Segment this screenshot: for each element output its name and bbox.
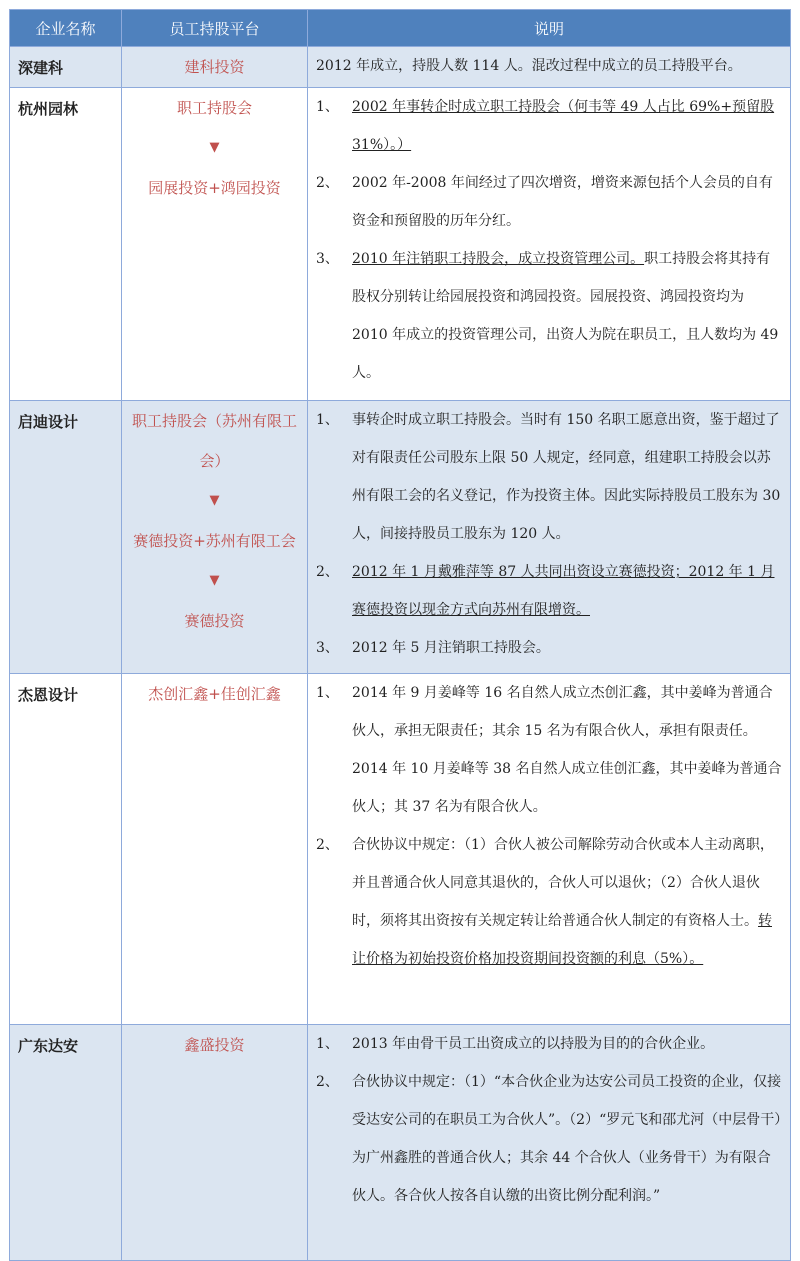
desc-item [316,1063,784,1215]
header-row [10,10,791,47]
description-cell [308,47,791,88]
arrow-down-icon: ▼ [209,493,220,508]
item-number: 2、 [316,564,339,580]
company-name: 杭州园林 [10,88,122,401]
desc-item [316,1025,784,1063]
desc-text: 合伙协议中规定：（1）“本合伙企业为达安公司员工投资的企业，仅接受达安公司的在职员工为合伙人”。（2）“罗元飞和邵尤河（中层骨干）为广州鑫胜的普通合伙人；其余 44 个合伙人（业务骨干）为有限合伙人。各合伙人按各自认缴的出资比例分配利润。” [352,1074,782,1204]
desc-item [316,164,784,240]
platform-cell [122,401,308,674]
item-number: 2、 [316,175,339,191]
desc-text: 2014 年 9 月姜峰等 16 名自然人成立杰创汇鑫，其中姜峰为普通合伙人，承担无限责任；其余 15 名为有限合伙人，承担有限责任。2014 年 10 月姜峰等 38 名自然人成立佳创汇鑫，其中姜峰为普通合伙人；其 37 名为有限合伙人。 [352,685,782,815]
item-number: 1、 [316,1036,339,1052]
platform-name: 杰创汇鑫+佳创汇鑫 [148,685,281,703]
description-cell [308,1025,791,1261]
desc-item [316,240,784,392]
desc-underlined-text: 转让价格为初始投资价格加投资期间投资额的利息（5%）。 [352,913,772,967]
item-number: 2、 [316,1074,339,1090]
item-number: 1、 [316,685,339,701]
company-name: 启迪设计 [10,401,122,674]
platform-name: 赛德投资 [184,612,245,630]
desc-text: 2013 年由骨干员工出资成立的以持股为目的的合伙企业。 [352,1036,715,1052]
desc-item [316,826,784,978]
desc-item [316,629,784,667]
header-company: 企业名称 [10,10,122,47]
item-number: 1、 [316,412,339,428]
desc-text: 职工持股会将其持有股权分别转让给园展投资和鸿园投资。园展投资、鸿园投资均为 2010 年成立的投资管理公司，出资人为院在职员工，且人数均为 49 人。 [352,251,779,381]
item-number: 3、 [316,251,339,267]
platform-name: 赛德投资+苏州有限工会 [133,532,296,550]
desc-item [316,401,784,553]
company-name: 广东达安 [10,1025,122,1261]
platform-cell [122,47,308,88]
description-cell [308,674,791,1025]
table-row [10,88,791,401]
desc-text: 合伙协议中规定：（1）合伙人被公司解除劳动合伙或本人主动离职，并且普通合伙人同意其退伙的，合伙人可以退伙；（2）合伙人退伙时，须将其出资按有关规定转让给普通合伙人制定的有资格人士。 [352,837,774,929]
item-number: 2、 [316,837,339,853]
platform-cell [122,674,308,1025]
arrow-down-icon: ▼ [209,140,220,155]
platform-name: 建科投资 [184,58,245,76]
header-platform: 员工持股平台 [122,10,308,47]
table-row [10,674,791,1025]
platform-name: 鑫盛投资 [184,1036,245,1054]
company-name: 深建科 [10,47,122,88]
desc-text: 2002 年-2008 年间经过了四次增资，增资来源包括个人会员的自有资金和预留股的历年分红。 [352,175,773,229]
platform-name: 职工持股会 [176,99,252,117]
description-cell [308,401,791,674]
company-name: 杰恩设计 [10,674,122,1025]
desc-item [316,47,784,85]
desc-text: 2012 年 5 月注销职工持股会。 [352,640,550,656]
platform-name: 园展投资+鸿园投资 [148,179,281,197]
description-cell [308,88,791,401]
table-row [10,47,791,88]
platform-cell [122,1025,308,1261]
table-row [10,401,791,674]
desc-item [316,553,784,629]
item-number: 1、 [316,99,339,115]
platform-cell [122,88,308,401]
platform-name: 职工持股会（苏州有限工会） [131,412,297,470]
desc-underlined-text: 2012 年 1 月戴雅萍等 87 人共同出资设立赛德投资；2012 年 1 月赛德投资以现金方式向苏州有限增资。 [352,564,775,618]
table-row [10,1025,791,1261]
shareholding-table [9,9,791,1261]
desc-item [316,88,784,164]
desc-text: 2012 年成立，持股人数 114 人。混改过程中成立的员工持股平台。 [316,58,742,74]
desc-item [316,674,784,826]
header-description: 说明 [308,10,791,47]
item-number: 3、 [316,640,339,656]
desc-underlined-text: 2010 年注销职工持股会，成立投资管理公司。 [352,251,645,267]
arrow-down-icon: ▼ [209,573,220,588]
desc-text: 事转企时成立职工持股会。当时有 150 名职工愿意出资，鉴于超过了对有限责任公司股东上限 50 人规定，经同意，组建职工持股会以苏州有限工会的名义登记，作为投资主体。因此实际持股员工股东为 30 人，间接持股员工股东为 120 人。 [352,412,781,542]
desc-underlined-text: 2002 年事转企时成立职工持股会（何韦等 49 人占比 69%+预留股 31%）。） [352,99,775,153]
